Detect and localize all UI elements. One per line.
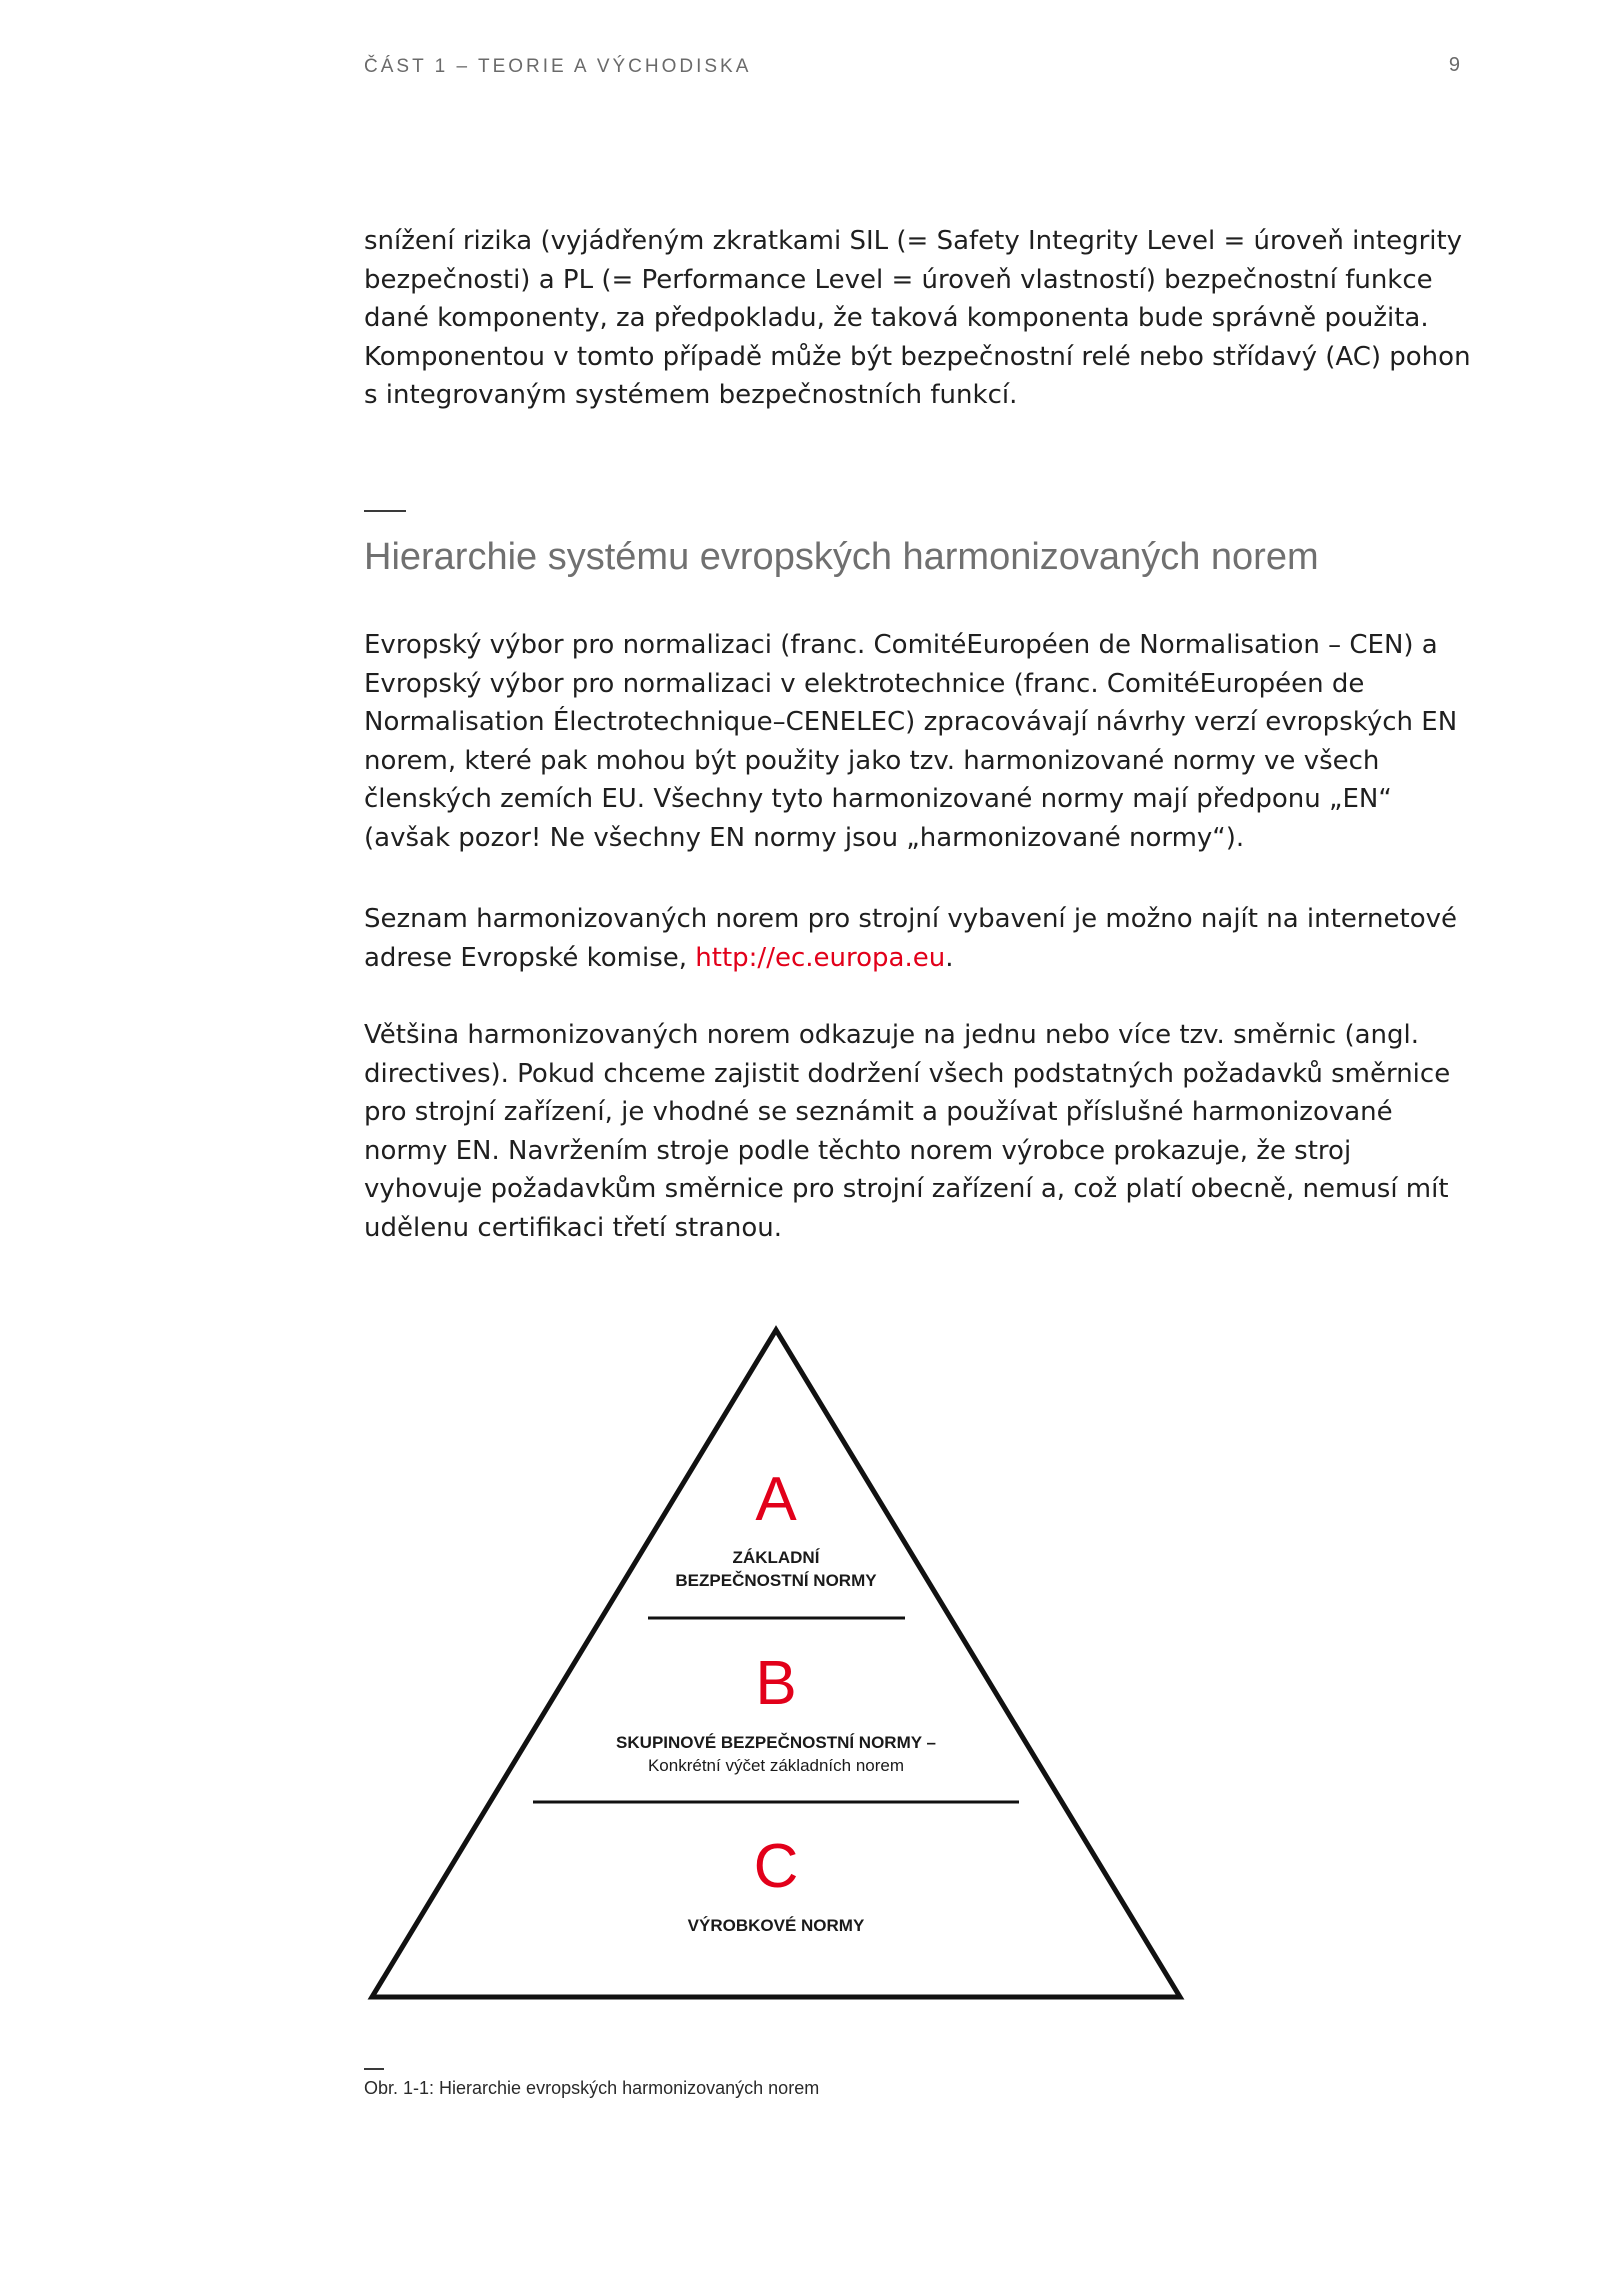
level-b-label-line1: SKUPINOVÉ BEZPEČNOSTNÍ NORMY – [616, 1733, 936, 1752]
intro-paragraph: snížení rizika (vyjádřeným zkratkami SIL (= Safety Integrity Level = úroveň integrity bezpečnosti) a PL (= Performance Level = úroveň vlastností) bezpečnostní funkce dané komponenty, za předpokladu, že taková komponenta bude správně použita. Komponentou v tomto případě může být bezpečnostní relé nebo střídavý (AC) pohon s integrovaným systémem bezpečnostních funkcí. [364, 226, 1471, 410]
paragraph-directives: Většina harmonizovaných norem odkazuje na jednu nebo více tzv. směrnic (angl. directives). Pokud chceme zajistit dodržení všech podstatných požadavků směrnice pro strojní zařízení, je vhodné se seznámit a používat příslušné harmonizované normy EN. Navržením stroje podle těchto norem výrobce prokazuje, že stroj vyhovuje požadavkům směrnice pro strojní zařízení a, což platí obecně, nemusí mít udělenu certifikaci třetí stranou. [364, 1020, 1451, 1243]
paragraph-end: . [945, 942, 954, 973]
paragraph-cen-cenelec: Evropský výbor pro normalizaci (franc. ComitéEuropéen de Normalisation – CEN) a Evropský výbor pro normalizaci v elektrotechnice (franc. ComitéEuropéen de Normalisation Électrotechnique–CENELEC) zpracovávají návrhy verzí evropských EN norem, které pak mohou být použity jako tzv. harmonizované normy ve všech členských zemích EU. Všechny tyto harmonizované normy mají předponu „EN“ (avšak pozor! Ne všechny EN normy jsou „harmonizované normy“). [364, 630, 1458, 853]
europa-link[interactable]: http://ec.europa.eu [695, 942, 946, 973]
paragraph-text: Seznam harmonizovaných norem pro strojní vybavení je možno najít na internetové adrese Evropské komise, [364, 904, 1458, 973]
caption-divider [364, 2068, 384, 2070]
level-b-label-line2: Konkrétní výčet základních norem [647, 1756, 905, 1775]
level-c-letter: C [753, 1832, 799, 1901]
level-b-letter: B [755, 1649, 797, 1718]
paragraph-list-of-standards [364, 900, 1474, 977]
standards-hierarchy-pyramid [360, 1320, 1190, 2020]
section-divider [364, 510, 406, 512]
figure-caption: Obr. 1-1: Hierarchie evropských harmonizovaných norem [364, 2078, 820, 2098]
level-a-letter: A [755, 1465, 797, 1534]
level-a-label-line1: ZÁKLADNÍ [732, 1548, 820, 1567]
section-title: Hierarchie systému evropských harmonizovaných norem [364, 536, 1319, 578]
level-a-label-line2: BEZPEČNOSTNÍ NORMY [675, 1571, 877, 1590]
running-header: ČÁST 1 – TEORIE A VÝCHODISKA [364, 56, 752, 77]
page-number: 9 [1448, 54, 1460, 76]
level-c-label-line1: VÝROBKOVÉ NORMY [687, 1916, 865, 1935]
